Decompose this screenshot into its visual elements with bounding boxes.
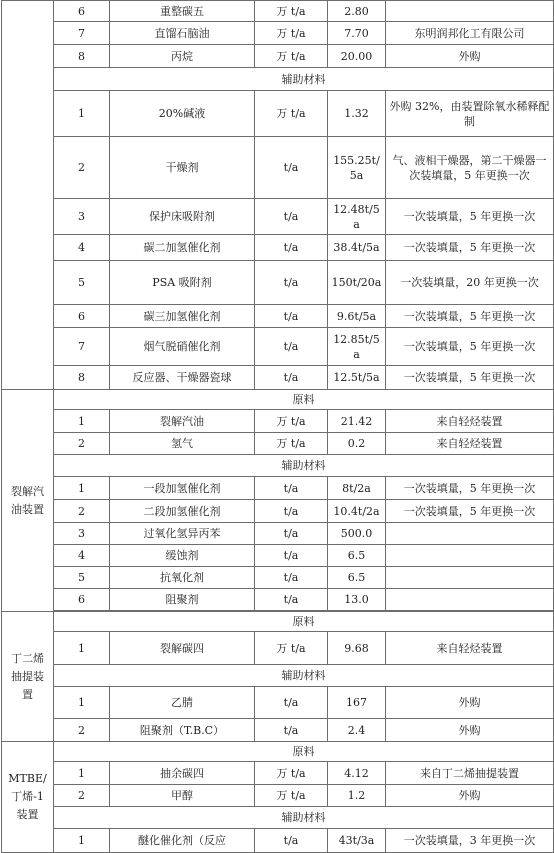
quantity: 0.2 [328,433,386,455]
row-number: 2 [54,785,110,807]
quantity: 13.0 [328,589,386,611]
device-cell [2,1,54,390]
device-name-line: MTBE/ [8,772,47,785]
quantity: 4.12 [328,762,386,785]
quantity: 2.4 [328,719,386,742]
remark: 一次装填量，5 年更换一次 [386,235,554,261]
table-row [2,477,554,500]
table-row [2,410,554,433]
unit: 万 t/a [255,22,328,45]
quantity: 38.4t/5a [328,235,386,261]
section-row [2,455,554,477]
unit: 万 t/a [255,762,328,785]
remark: 一次装填量，20 年更换一次 [386,261,554,305]
quantity: 167 [328,687,386,719]
table-row [2,523,554,545]
material-name: 20%碱液 [110,91,255,137]
unit: t/a [255,500,328,523]
section-row [2,612,554,632]
remark: 外购 [386,719,554,742]
row-number: 5 [54,567,110,589]
quantity: 150t/20a [328,261,386,305]
section-row [2,807,554,829]
device-name-line: 油装置 [11,502,44,516]
remark: 外购 [386,45,554,68]
section-header: 辅助材料 [54,665,554,687]
remark: 一次装填量，5 年更换一次 [386,366,554,390]
quantity: 155.25t/5a [328,137,386,199]
remark [386,589,554,611]
unit: 万 t/a [255,785,328,807]
row-number: 8 [54,45,110,68]
row-number: 4 [54,545,110,567]
remark [386,567,554,589]
table-row [2,687,554,719]
table-row [2,829,554,853]
row-number: 1 [54,91,110,137]
unit: t/a [255,305,328,328]
row-number: 3 [54,523,110,545]
device-name-line: 装置 [16,808,39,821]
row-number: 3 [54,199,110,235]
material-name: 氢气 [110,433,255,455]
quantity: 7.70 [328,22,386,45]
section-row [2,665,554,687]
quantity: 2.80 [328,1,386,22]
section-header: 辅助材料 [54,807,554,829]
table-row [2,22,554,45]
material-name: 二段加氢催化剂 [110,500,255,523]
material-name: 干燥剂 [110,137,255,199]
section-header: 原料 [54,742,554,762]
quantity: 21.42 [328,410,386,433]
unit: t/a [255,366,328,390]
quantity: 8t/2a [328,477,386,500]
remark: 来自轻烃装置 [386,632,554,665]
row-number: 8 [54,366,110,390]
table-row [2,545,554,567]
remark: 一次装填量，5 年更换一次 [386,477,554,500]
section-row [2,742,554,762]
device-name-line: 丁二烯 [11,651,44,665]
table-row [2,305,554,328]
row-number: 1 [54,687,110,719]
section-row [2,390,554,410]
row-number: 1 [54,829,110,853]
table-row [2,632,554,665]
unit: 万 t/a [255,1,328,22]
row-number: 2 [54,500,110,523]
row-number: 6 [54,589,110,611]
unit: 万 t/a [255,45,328,68]
table-row [2,1,554,22]
quantity: 20.00 [328,45,386,68]
quantity: 1.32 [328,91,386,137]
materials-table-continued [1,389,554,853]
quantity: 6.5 [328,567,386,589]
table-row [2,433,554,455]
unit: 万 t/a [255,632,328,665]
table-row [2,328,554,366]
section-row [2,68,554,91]
unit: 万 t/a [255,433,328,455]
table-row [2,235,554,261]
material-name: 甲醇 [110,785,255,807]
unit: t/a [255,137,328,199]
remark: 东明润邦化工有限公司 [386,22,554,45]
quantity: 9.68 [328,632,386,665]
unit: 万 t/a [255,410,328,433]
device-cell [2,612,54,742]
remark: 一次装填量，5 年更换一次 [386,199,554,235]
material-name: 阻聚剂（T.B.C） [110,719,255,742]
quantity: 1.2 [328,785,386,807]
row-number: 6 [54,305,110,328]
device-cell [2,390,54,612]
row-number: 2 [54,719,110,742]
material-name: 阻聚剂 [110,589,255,611]
section-header: 辅助材料 [54,68,554,91]
materials-table [1,0,554,390]
remark: 来自轻烃装置 [386,433,554,455]
remark: 来自丁二烯抽提装置 [386,762,554,785]
section-header: 原料 [54,390,554,410]
row-number: 1 [54,410,110,433]
unit: t/a [255,199,328,235]
table-row [2,762,554,785]
material-name: 裂解碳四 [110,632,255,665]
section-header: 辅助材料 [54,455,554,477]
table-row [2,261,554,305]
quantity: 12.85t/5a [328,328,386,366]
quantity: 43t/3a [328,829,386,853]
material-name: 碳三加氢催化剂 [110,305,255,328]
row-number: 1 [54,477,110,500]
row-number: 1 [54,632,110,665]
table-row [2,91,554,137]
unit: t/a [255,328,328,366]
material-name: 保护床吸附剂 [110,199,255,235]
material-name: 重整碳五 [110,1,255,22]
table-row [2,45,554,68]
table-row [2,589,554,611]
table-row [2,719,554,742]
material-name: 反应器、干燥器瓷球 [110,366,255,390]
quantity: 500.0 [328,523,386,545]
material-name: 抗氧化剂 [110,567,255,589]
unit: t/a [255,235,328,261]
unit: t/a [255,261,328,305]
unit: t/a [255,545,328,567]
material-name: 过氧化氢异丙苯 [110,523,255,545]
device-name-line: 裂解汽 [11,484,44,498]
material-name: 抽余碳四 [110,762,255,785]
remark [386,523,554,545]
quantity: 10.4t/2a [328,500,386,523]
row-number: 2 [54,137,110,199]
quantity: 12.5t/5a [328,366,386,390]
section-header: 原料 [54,612,554,632]
unit: t/a [255,477,328,500]
remark: 一次装填量，5 年更换一次 [386,305,554,328]
row-number: 2 [54,433,110,455]
remark: 一次装填量，5 年更换一次 [386,500,554,523]
unit: t/a [255,567,328,589]
quantity: 9.6t/5a [328,305,386,328]
unit: 万 t/a [255,91,328,137]
row-number: 5 [54,261,110,305]
remark: 外购 [386,687,554,719]
material-name: 丙烷 [110,45,255,68]
remark [386,1,554,22]
unit: t/a [255,829,328,853]
remark: 气、液相干燥器，第二干燥器一次装填量，5 年更换一次 [386,137,554,199]
quantity: 6.5 [328,545,386,567]
remark [386,545,554,567]
table-row [2,137,554,199]
remark: 一次装填量，3 年更换一次 [386,829,554,853]
material-name: 直馏石脑油 [110,22,255,45]
material-name: 乙腈 [110,687,255,719]
material-name: 醚化催化剂（反应 [110,829,255,853]
table-row [2,567,554,589]
device-cell [2,742,54,853]
material-name: PSA 吸附剂 [110,261,255,305]
device-name-line: 抽提装 [11,669,44,683]
device-name-line: 置 [22,687,33,701]
row-number: 4 [54,235,110,261]
unit: t/a [255,523,328,545]
device-name-line: 丁烯-1 [11,790,44,803]
table-row [2,785,554,807]
row-number: 7 [54,22,110,45]
material-name: 裂解汽油 [110,410,255,433]
unit: t/a [255,687,328,719]
row-number: 7 [54,328,110,366]
material-name: 一段加氢催化剂 [110,477,255,500]
remark: 来自轻烃装置 [386,410,554,433]
table-row [2,500,554,523]
remark: 一次装填量，5 年更换一次 [386,328,554,366]
table-row [2,199,554,235]
material-name: 烟气脱硝催化剂 [110,328,255,366]
unit: t/a [255,719,328,742]
unit: t/a [255,589,328,611]
material-name: 缓蚀剂 [110,545,255,567]
row-number: 1 [54,762,110,785]
table-row [2,366,554,390]
remark: 外购 [386,785,554,807]
row-number: 6 [54,1,110,22]
remark: 外购 32%，由装置除氧水稀释配制 [386,91,554,137]
quantity: 12.48t/5a [328,199,386,235]
material-name: 碳二加氢催化剂 [110,235,255,261]
